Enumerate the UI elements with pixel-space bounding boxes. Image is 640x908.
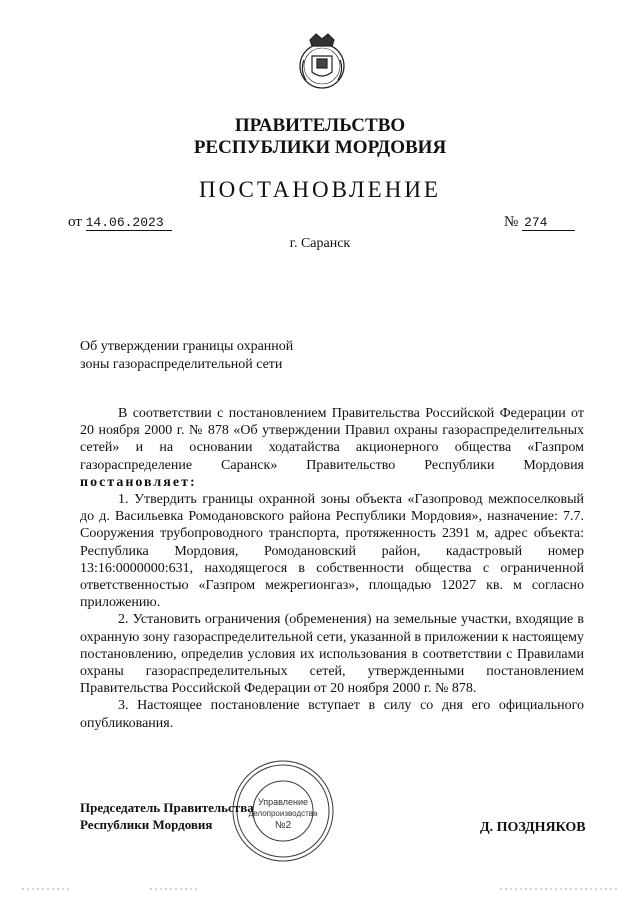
republic-emblem-icon xyxy=(296,30,348,94)
date-value: 14.06.2023 xyxy=(86,215,172,231)
government-name-line2: РЕСПУБЛИКИ МОРДОВИЯ xyxy=(193,137,447,158)
number-value: 274 xyxy=(522,215,575,231)
subject-line2: зоны газораспределительной сети xyxy=(80,357,283,372)
date-prefix: от xyxy=(68,214,82,230)
scan-noise-marks xyxy=(0,884,640,894)
document-type-title: ПОСТАНОВЛЕНИЕ xyxy=(199,177,441,202)
city: г. Саранск xyxy=(289,236,351,251)
document-body xyxy=(80,405,584,732)
number-prefix: № xyxy=(504,214,519,230)
government-name-line1: ПРАВИТЕЛЬСТВО xyxy=(234,115,406,136)
clause-3: 3. Настоящее постановление вступает в силу со дня его официального опубликования. xyxy=(80,698,584,731)
document-subject xyxy=(80,338,380,374)
stamp-line1: Управление xyxy=(257,797,309,807)
document-number xyxy=(504,214,575,231)
document-date xyxy=(68,214,172,231)
preamble-paragraph xyxy=(80,405,584,491)
chairman-line2: Республики Мордовия xyxy=(80,817,213,832)
stamp-line2: делопроизводства xyxy=(248,809,318,818)
clause-2: 2. Установить ограничения (обременения) на земельные участки, входящие в охранную зону газораспределительной сети, указанной в приложении к настоящему постановлению, определив условия их использования в соответствии с Правилами охраны газораспределительных сетей, утвержденными постановлением Правительства Российской Федерации от 20 ноября 2000 г. № 878. xyxy=(80,612,584,697)
signer-name: Д. ПОЗДНЯКОВ xyxy=(480,820,586,835)
chairman-line1: Председатель Правительства xyxy=(80,800,254,815)
preamble-text: В соответствии с постановлением Правительства Российской Федерации от 20 ноября 2000 г. № 878 «Об утверждении Правил охраны газораспределительных сетей» и на основании ходатайства акционерного общества «Газпром газораспределение Саранск» Правительство Республики Мордовия xyxy=(80,406,584,473)
clause-1: 1. Утвердить границы охранной зоны объекта «Газопровод межпоселковый до д. Васильевка Ромодановского района Республики Мордовия», назначение: 7.7. Сооружения трубопроводного транспорта, протяженность 2391 м, адрес объекта: Республика Мордовия, Ромодановский район, кадастровый номер 13:16:0000000:631, находящегося в собственности общества с ограниченной ответственностью «Газпром межрегионгаз», площадью 12027 кв. м согласно приложению. xyxy=(80,492,584,611)
subject-line1: Об утверждении границы охранной xyxy=(80,339,294,354)
stamp-line3: №2 xyxy=(274,820,292,831)
chairman-title xyxy=(80,799,254,833)
resolves-keyword: постановляет: xyxy=(80,474,197,490)
